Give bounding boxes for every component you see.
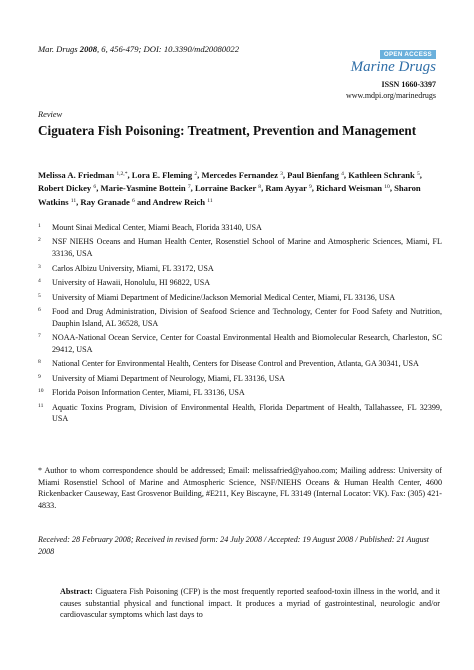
author-affiliation-marker: 2 [194, 171, 198, 177]
article-title: Ciguatera Fish Poisoning: Treatment, Prevention and Management [38, 123, 417, 138]
affiliation-number: 2 [38, 237, 41, 244]
affiliation-text: Mount Sinai Medical Center, Miami Beach, Florida 33140, USA [52, 223, 262, 232]
affiliation-text: NOAA-National Ocean Service, Center for Coastal Environmental Health and Biomolecular Research, Charleston, SC 29412, USA [52, 333, 442, 354]
author-name: Marie-Yasmine Bottein [100, 183, 186, 194]
affiliation-number: 4 [38, 278, 41, 285]
affiliation-item [38, 277, 442, 289]
affiliation-text: University of Miami Department of Medicine/Jackson Memorial Medical Center, Miami, FL 33136, USA [52, 292, 396, 302]
abstract-text: Ciguatera Fish Poisoning (CFP) is the most frequently reported seafood-toxin illness in the world, and it causes substantial physical and functional impact. It produces a myriad of gastrointestinal, neurologic and/or cardiovascular symptoms which last days to [60, 587, 440, 620]
citation-year: 2008 [79, 44, 97, 54]
affiliation-number: 9 [38, 373, 41, 380]
affiliation-item [38, 236, 442, 259]
affiliation-item [38, 263, 442, 275]
affiliation-text: University of Hawaii, Honolulu, HI 96822, USA [52, 278, 211, 288]
author-affiliation-marker: 8 [258, 184, 262, 191]
affiliation-item [38, 306, 442, 329]
author-joiner: and [134, 196, 153, 207]
author-affiliation-marker: 3 [280, 171, 283, 177]
author-affiliation-marker: 9 [308, 184, 312, 191]
author-affiliation-marker: 6 [93, 184, 97, 191]
citation-line [38, 44, 239, 54]
publication-dates: Received: 28 February 2008; Received in revised form: 24 July 2008 / Accepted: 19 August 2008 / Published: 21 August 2008 [38, 535, 430, 556]
affiliation-text: National Center for Environmental Health, Centers for Disease Control and Prevention, Atlanta, GA 30341, USA [52, 359, 419, 369]
open-access-badge: OPEN ACCESS [380, 50, 436, 59]
author-name: Melissa A. Friedman [38, 170, 115, 180]
author-affiliation-marker: 1,2,* [116, 171, 128, 177]
author-name: Kathleen Schrank [348, 170, 415, 180]
affiliation-text: Carlos Albizu University, Miami, FL 33172, USA [52, 263, 214, 273]
affiliation-item [38, 292, 442, 304]
affiliation-number: 8 [38, 359, 41, 366]
author-name: Andrew Reich [152, 196, 206, 207]
author-name: Lora E. Fleming [131, 170, 193, 180]
author-affiliation-marker: 5 [417, 171, 420, 177]
author-name: Paul Bienfang [287, 170, 339, 180]
affiliation-item [38, 402, 442, 425]
author-list: Melissa A. Friedman $^{1,2,*}$, Lora E. Fleming $^2$, Mercedes Fernandez $^3$, Paul Bienfang $^4$, Kathleen Schrank $^5$, Robert Dickey $^6$, Marie-Yasmine Bottein $^7$, Lorraine Backer $^8$, Ram Ayyar $^9$, Richard Weisman $^{10}$, Sharon Watkins $^{11}$, Ray Granade $^6$ and Andrew Reich $^{11}$ [38, 170, 422, 207]
author-name: Ram Ayyar [265, 183, 307, 194]
author-affiliation-marker: 4 [341, 171, 344, 177]
author-name: Ray Granade [80, 196, 130, 207]
author-name: Robert Dickey [38, 183, 92, 194]
author-affiliation-marker: 11 [70, 197, 77, 204]
affiliation-item [38, 373, 442, 385]
author-name: Mercedes Fernandez [201, 170, 278, 180]
citation-volume-pages: , 6, 456-479; DOI: 10.3390/md20080022 [96, 44, 240, 54]
correspondence-note: * Author to whom correspondence should be addressed; Email: melissafried@yahoo.com; Mailing address: University of Miami Rosenstiel School of Marine and Atmospheric Science, NSF/NIEHS Oceans & Human Health Center, 4600 Rickenbacker Causeway, East Grosvenor Building, #E211, Key Biscayne, FL 33149 (Internal Locator: VK). Fax: (305) 421-4833. [38, 466, 442, 510]
affiliation-item [38, 387, 442, 399]
abstract [60, 586, 440, 621]
author-name: Richard Weisman [316, 183, 383, 194]
journal-name: Marine Drugs [350, 59, 436, 75]
author-affiliation-marker: 11 [207, 197, 213, 204]
author-affiliation-marker: 7 [187, 184, 191, 191]
author-name: Sharon Watkins [38, 183, 421, 207]
author-affiliation-marker: 6 [132, 197, 135, 204]
affiliation-number: 11 [38, 402, 44, 409]
affiliation-item [38, 222, 442, 234]
affiliation-number: 3 [38, 263, 41, 270]
affiliation-text: NSF NIEHS Oceans and Human Health Center, Rosenstiel School of Marine and Atmospheric Sciences, Miami, FL 33136, USA [52, 237, 442, 259]
journal-url[interactable]: www.mdpi.org/marinedrugs [346, 91, 436, 100]
article-type: Review [38, 110, 63, 119]
author-name: Lorraine Backer [194, 183, 257, 194]
affiliation-text: Aquatic Toxins Program, Division of Environmental Health, Florida Department of Health, Tallahassee, FL 32399, USA [52, 402, 442, 424]
affiliation-number: 6 [38, 307, 41, 314]
author-affiliation-marker: 10 [384, 184, 390, 191]
affiliation-number: 10 [38, 388, 44, 395]
affiliation-number: 1 [38, 223, 41, 229]
abstract-label: Abstract: [60, 587, 93, 596]
affiliation-item [38, 332, 442, 355]
affiliation-list [38, 222, 442, 428]
journal-issn: ISSN 1660-3397 [381, 80, 436, 89]
journal-abbreviation: Mar. Drugs [38, 44, 78, 54]
affiliation-text: Food and Drug Administration, Division of Seafood Science and Technology, Center for Food Safety and Nutrition, Dauphin Island, AL 36528, USA [52, 307, 442, 328]
affiliation-number: 7 [38, 333, 41, 340]
affiliation-text: University of Miami Department of Neurology, Miami, FL 33136, USA [52, 373, 285, 383]
affiliation-item [38, 358, 442, 370]
affiliation-text: Florida Poison Information Center, Miami, FL 33136, USA [52, 388, 245, 398]
affiliation-number: 5 [38, 292, 41, 299]
